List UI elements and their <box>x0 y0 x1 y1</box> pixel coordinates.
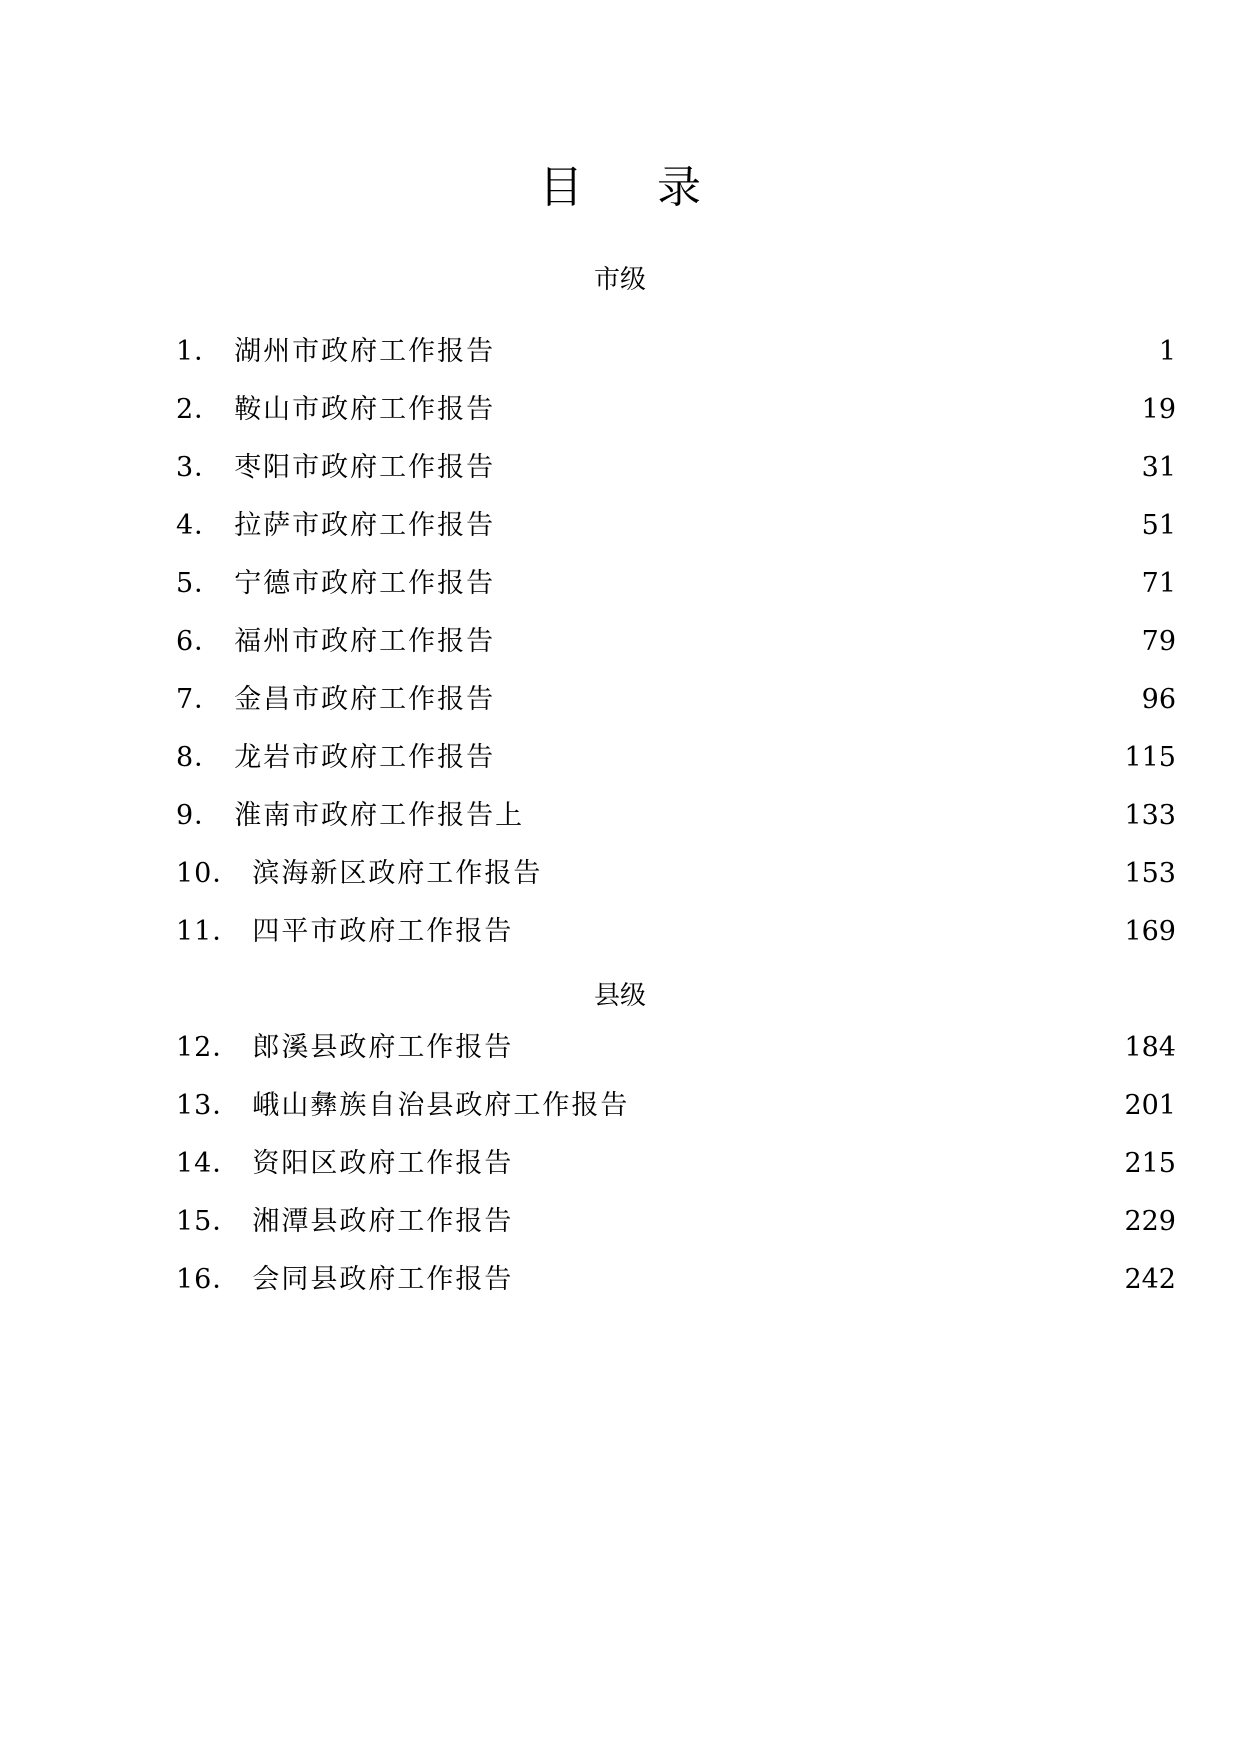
toc-entry[interactable] <box>176 682 1176 740</box>
toc-entry-page: 153 <box>1124 858 1176 889</box>
toc-entry-number: 5． <box>176 568 223 599</box>
toc-list-county-level <box>176 1030 1176 1320</box>
toc-entry-page: 242 <box>1124 1264 1176 1295</box>
toc-entry[interactable] <box>176 1262 1176 1320</box>
toc-entry-title: 宁德市政府工作报告 <box>234 568 496 599</box>
toc-entry-title: 郎溪县政府工作报告 <box>252 1032 514 1063</box>
toc-entry-title: 湘潭县政府工作报告 <box>252 1206 514 1237</box>
toc-entry-page: 169 <box>1124 916 1176 947</box>
toc-entry-number: 2． <box>176 394 223 425</box>
toc-entry-page: 133 <box>1124 800 1176 831</box>
toc-entry[interactable] <box>176 450 1176 508</box>
toc-entry-page: 184 <box>1124 1032 1176 1063</box>
toc-entry-number: 6． <box>176 626 223 657</box>
toc-entry-page: 201 <box>1124 1090 1176 1121</box>
toc-entry-number: 3． <box>176 452 223 483</box>
toc-entry[interactable] <box>176 1088 1176 1146</box>
toc-entry-number: 9． <box>176 800 223 831</box>
toc-entry-page: 96 <box>1141 684 1176 715</box>
toc-entry-page: 229 <box>1124 1206 1176 1237</box>
toc-entry-number: 12． <box>176 1032 241 1063</box>
toc-entry[interactable] <box>176 624 1176 682</box>
toc-entry-page: 79 <box>1141 626 1176 657</box>
toc-entry-title: 淮南市政府工作报告上 <box>234 800 525 831</box>
toc-entry-title: 滨海新区政府工作报告 <box>252 858 543 889</box>
toc-list-city-level <box>176 334 1176 972</box>
toc-entry[interactable] <box>176 740 1176 798</box>
toc-entry-number: 1． <box>176 336 223 367</box>
toc-entry-number: 16． <box>176 1264 241 1295</box>
toc-entry-title: 金昌市政府工作报告 <box>234 684 496 715</box>
toc-entry-title: 资阳区政府工作报告 <box>252 1148 514 1179</box>
page-title: 目 录 <box>539 162 731 213</box>
toc-entry[interactable] <box>176 1204 1176 1262</box>
section-heading-city-level: 市级 <box>593 265 646 295</box>
toc-entry-number: 14． <box>176 1148 241 1179</box>
section-heading-county-level: 县级 <box>593 981 646 1011</box>
toc-entry-page: 1 <box>1158 336 1176 367</box>
toc-entry-page: 51 <box>1141 510 1176 541</box>
toc-entry-number: 10． <box>176 858 241 889</box>
toc-entry-title: 福州市政府工作报告 <box>234 626 496 657</box>
toc-entry-number: 8． <box>176 742 223 773</box>
toc-entry-title: 枣阳市政府工作报告 <box>234 452 496 483</box>
toc-entry-number: 4． <box>176 510 223 541</box>
toc-entry[interactable] <box>176 1030 1176 1088</box>
toc-entry[interactable] <box>176 798 1176 856</box>
toc-entry[interactable] <box>176 1146 1176 1204</box>
toc-entry-page: 31 <box>1141 452 1176 483</box>
toc-entry-title: 湖州市政府工作报告 <box>234 336 496 367</box>
toc-entry[interactable] <box>176 566 1176 624</box>
toc-entry-title: 四平市政府工作报告 <box>252 916 514 947</box>
toc-entry-title: 峨山彝族自治县政府工作报告 <box>252 1090 630 1121</box>
toc-entry-title: 鞍山市政府工作报告 <box>234 394 496 425</box>
toc-entry-number: 11． <box>176 916 241 947</box>
toc-entry[interactable] <box>176 914 1176 972</box>
toc-entry-number: 15． <box>176 1206 241 1237</box>
toc-entry-title: 龙岩市政府工作报告 <box>234 742 496 773</box>
toc-entry[interactable] <box>176 508 1176 566</box>
toc-entry[interactable] <box>176 334 1176 392</box>
toc-entry-page: 115 <box>1124 742 1176 773</box>
toc-entry-title: 拉萨市政府工作报告 <box>234 510 496 541</box>
toc-entry-page: 19 <box>1141 394 1176 425</box>
toc-entry-number: 13． <box>176 1090 241 1121</box>
toc-entry[interactable] <box>176 392 1176 450</box>
toc-entry[interactable] <box>176 856 1176 914</box>
toc-entry-title: 会同县政府工作报告 <box>252 1264 514 1295</box>
toc-entry-page: 215 <box>1124 1148 1176 1179</box>
toc-entry-number: 7． <box>176 684 223 715</box>
toc-entry-page: 71 <box>1141 568 1176 599</box>
